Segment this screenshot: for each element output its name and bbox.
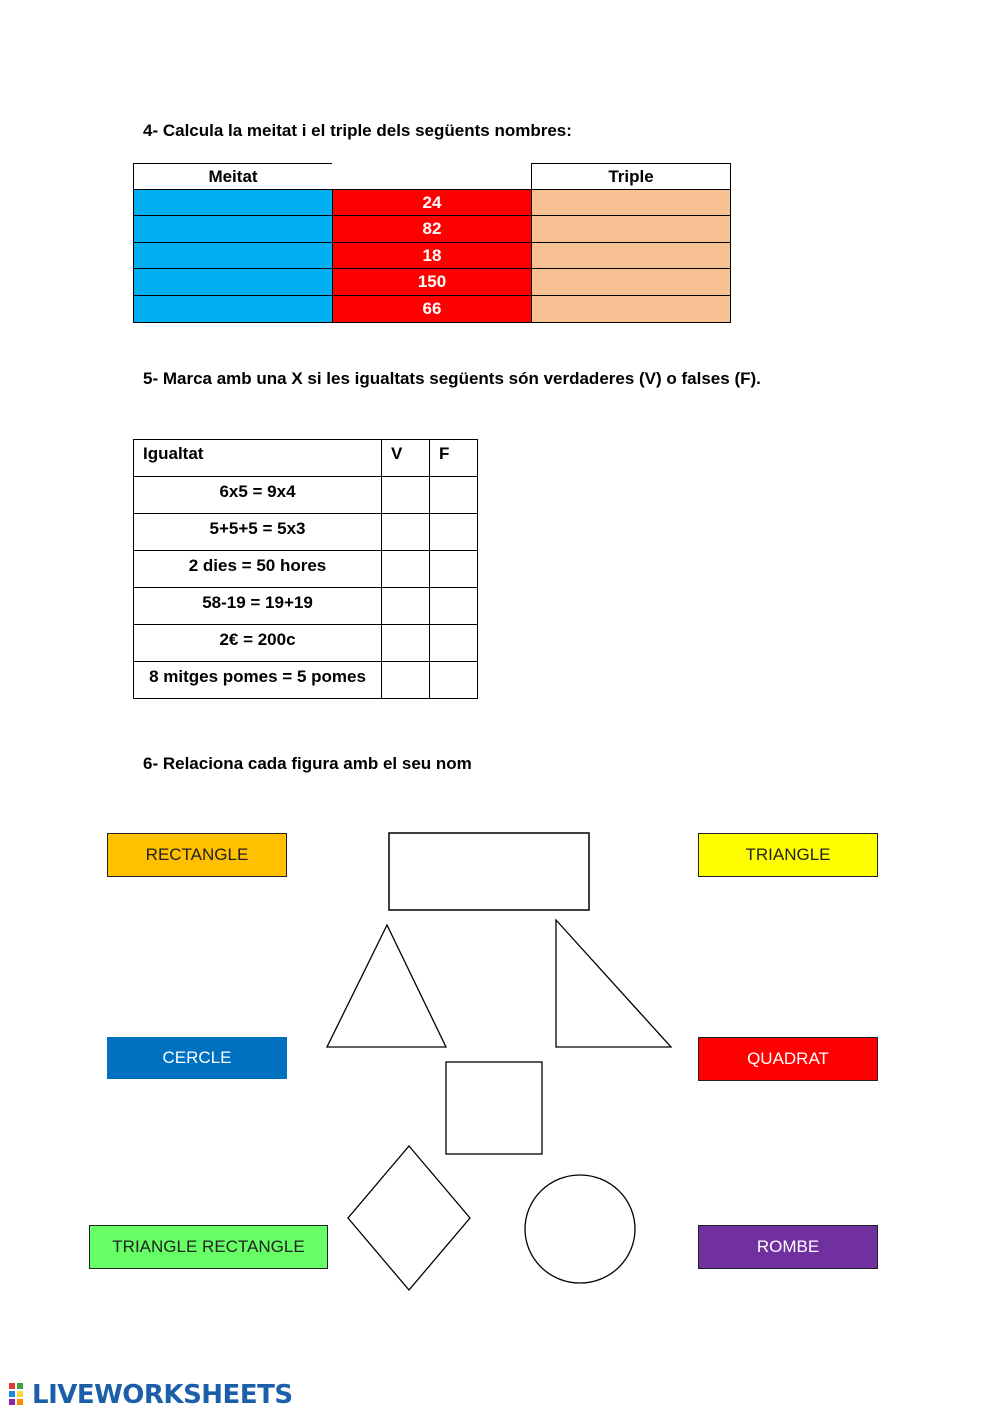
equality-text: 2 dies = 50 hores bbox=[134, 551, 382, 588]
header-false: F bbox=[430, 440, 478, 477]
number-cell: 66 bbox=[332, 295, 532, 323]
header-meitat: Meitat bbox=[133, 163, 333, 190]
header-true: V bbox=[382, 440, 430, 477]
label-rectangle[interactable]: RECTANGLE bbox=[107, 833, 287, 877]
label-rombe[interactable]: ROMBE bbox=[698, 1225, 878, 1269]
number-cell: 82 bbox=[332, 215, 532, 243]
exercise-6-title: 6- Relaciona cada figura amb el seu nom bbox=[143, 754, 472, 773]
brand-name: LIVEWORKSHEETS bbox=[32, 1380, 293, 1410]
header-equality: Igualtat bbox=[134, 440, 382, 477]
equality-text: 58-19 = 19+19 bbox=[134, 588, 382, 625]
square-shape[interactable] bbox=[446, 1062, 542, 1154]
label-triangle-rectangle[interactable]: TRIANGLE RECTANGLE bbox=[89, 1225, 328, 1269]
label-quadrat[interactable]: QUADRAT bbox=[698, 1037, 878, 1081]
exercise-4-title: 4- Calcula la meitat i el triple dels següents nombres: bbox=[143, 121, 572, 140]
triangle-shape[interactable] bbox=[327, 925, 446, 1047]
exercise-5-title: 5- Marca amb una X si les igualtats següents són verdaderes (V) o falses (F). bbox=[143, 369, 761, 388]
right-triangle-shape[interactable] bbox=[556, 920, 671, 1047]
number-cell: 150 bbox=[332, 268, 532, 296]
rectangle-shape[interactable] bbox=[389, 833, 589, 910]
circle-shape[interactable] bbox=[525, 1175, 635, 1283]
number-cell: 24 bbox=[332, 189, 532, 216]
label-cercle[interactable]: CERCLE bbox=[107, 1037, 287, 1079]
rhombus-shape[interactable] bbox=[348, 1146, 470, 1290]
equality-text: 2€ = 200c bbox=[134, 625, 382, 662]
equality-text: 8 mitges pomes = 5 pomes bbox=[134, 662, 382, 699]
liveworksheets-logo bbox=[8, 1380, 293, 1410]
equality-text: 5+5+5 = 5x3 bbox=[134, 514, 382, 551]
liveworksheets-logo-icon bbox=[8, 1382, 32, 1408]
label-triangle[interactable]: TRIANGLE bbox=[698, 833, 878, 877]
equality-text: 6x5 = 9x4 bbox=[134, 477, 382, 514]
header-triple: Triple bbox=[531, 163, 731, 190]
number-cell: 18 bbox=[332, 242, 532, 269]
